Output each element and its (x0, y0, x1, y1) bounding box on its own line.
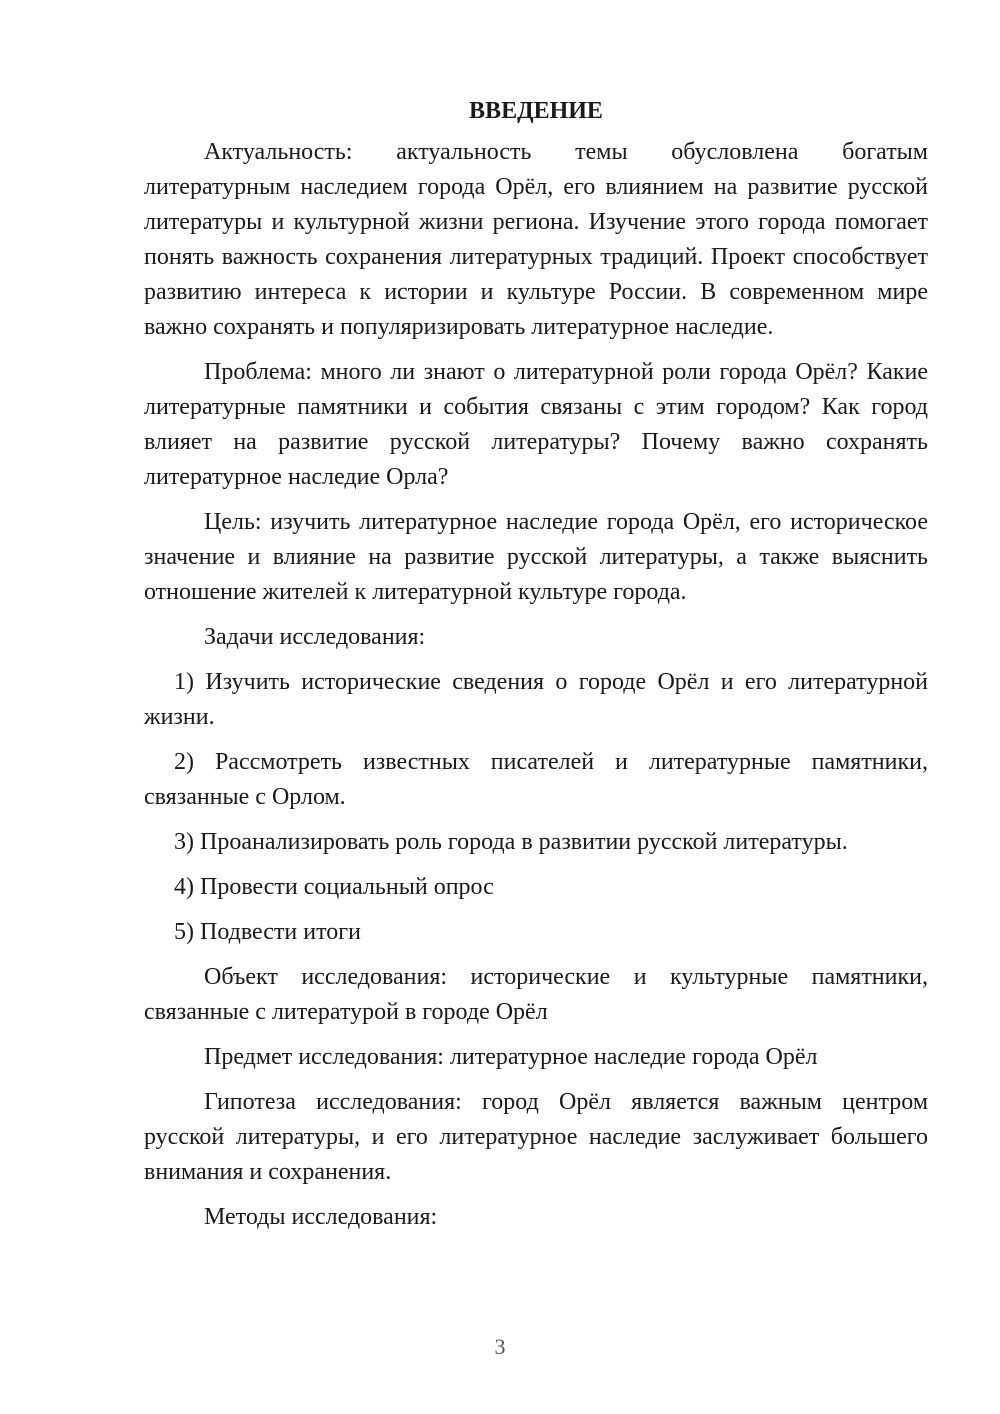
section-heading: ВВЕДЕНИЕ (469, 98, 603, 124)
object-paragraph: Объект исследования: исторические и культурные памятники, связанные с литературой в городе Орёл (144, 964, 928, 1025)
task-item: 1) Изучить исторические сведения о городе Орёл и его литературной жизни. (144, 669, 928, 730)
page-number: 3 (494, 1334, 506, 1359)
page-content (144, 96, 928, 1245)
problem-paragraph: Проблема: много ли знают о литературной роли города Орёл? Какие литературные памятники и события связаны с этим городом? Как город влияет на развитие русской литературы? Почему важно сохранять литературное наследие Орла? (144, 359, 928, 490)
goal-paragraph: Цель: изучить литературное наследие города Орёл, его историческое значение и влияние на развитие русской литературы, а также выяснить отношение жителей к литературной культуре города. (144, 509, 928, 605)
task-item: 5) Подвести итоги (174, 919, 361, 945)
methods-heading: Методы исследования: (204, 1204, 438, 1230)
relevance-paragraph: Актуальность: актуальность темы обусловлена богатым литературным наследием города Орёл, его влиянием на развитие русской литературы и культурной жизни региона. Изучение этого города помогает понять важность сохранения литературных традиций. Проект способствует развитию интереса к истории и культуре России. В современном мире важно сохранять и популяризировать литературное наследие. (144, 139, 928, 340)
task-item: 3) Проанализировать роль города в развитии русской литературы. (174, 829, 848, 855)
subject-paragraph: Предмет исследования: литературное наследие города Орёл (204, 1044, 818, 1070)
tasks-heading: Задачи исследования: (204, 624, 426, 650)
hypothesis-paragraph: Гипотеза исследования: город Орёл является важным центром русской литературы, и его литературное наследие заслуживает большего внимания и сохранения. (144, 1089, 928, 1185)
task-item: 2) Рассмотреть известных писателей и литературные памятники, связанные с Орлом. (144, 749, 928, 810)
task-item: 4) Провести социальный опрос (174, 874, 494, 900)
